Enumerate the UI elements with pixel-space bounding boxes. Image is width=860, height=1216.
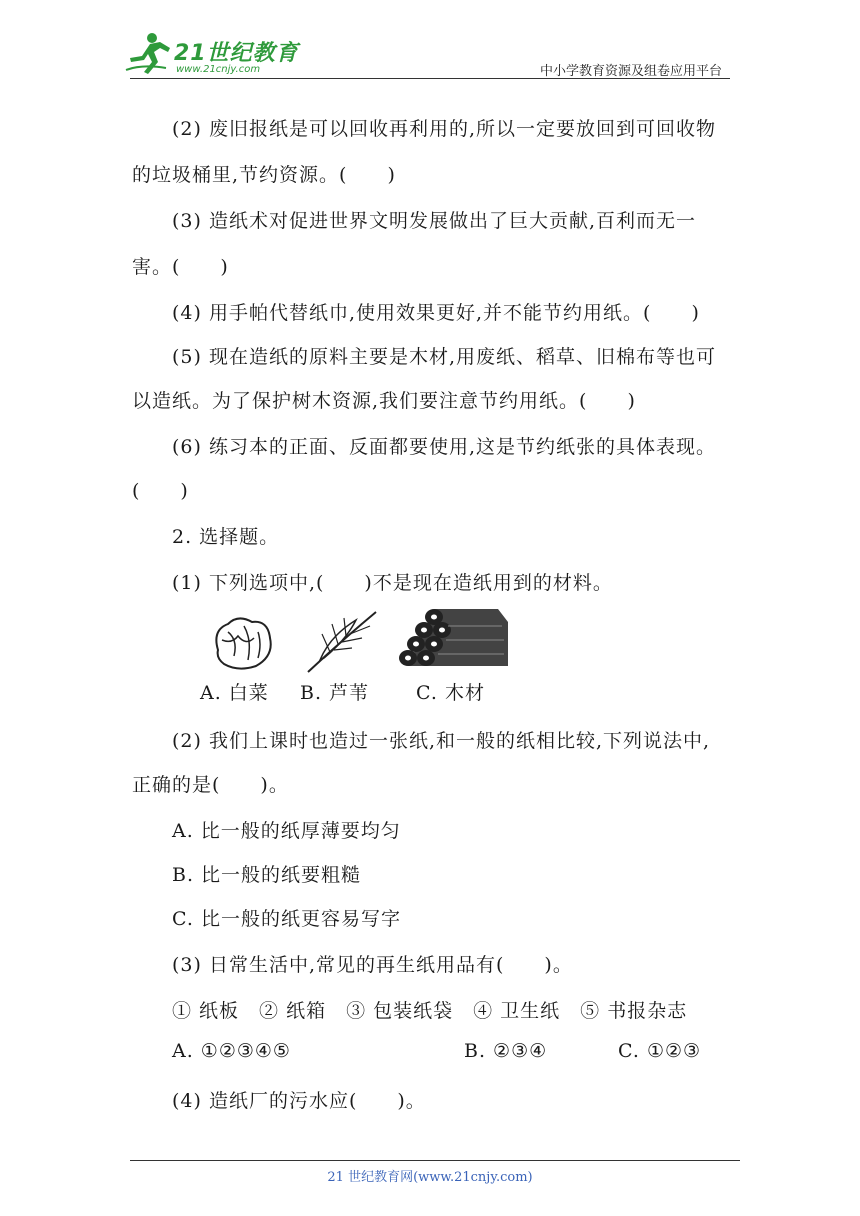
page-header: [0, 0, 860, 90]
choice-q2-line1: (2) 我们上课时也造过一张纸,和一般的纸相比较,下列说法中,: [172, 730, 711, 752]
logo-url: www.21cnjy.com: [176, 64, 261, 75]
reed-icon: [300, 606, 380, 676]
platform-name: 中小学教育资源及组卷应用平台: [539, 64, 722, 79]
q2-line1: (2) 废旧报纸是可以回收再利用的,所以一定要放回到可回收物: [172, 118, 716, 140]
choice-q2-option-a: A. 比一般的纸厚薄要均匀: [172, 820, 401, 842]
choice-q1: (1) 下列选项中,( )不是现在造纸用到的材料。: [172, 572, 613, 594]
q3-line1: (3) 造纸术对促进世界文明发展做出了巨大贡献,百利而无一: [172, 210, 696, 232]
q5-line2: 以造纸。为了保护树木资源,我们要注意节约用纸。( ): [132, 390, 636, 412]
site-logo[interactable]: [122, 30, 302, 80]
footer-divider: [130, 1160, 740, 1161]
material-images: [200, 606, 520, 716]
q3-line2: 害。( ): [132, 256, 229, 278]
section-2-title: 2. 选择题。: [172, 526, 280, 548]
runner-logo-icon: [122, 30, 174, 76]
option-b-label: B. 芦苇: [300, 682, 370, 704]
choice-q3-option-c: C. ①②③: [618, 1040, 702, 1062]
wood-logs-icon: [398, 608, 510, 670]
logo-text: 21世纪教育: [174, 41, 299, 66]
choice-q2-option-b: B. 比一般的纸要粗糙: [172, 864, 362, 886]
choice-q3-option-a: A. ①②③④⑤: [172, 1040, 291, 1062]
choice-q2-line2: 正确的是( )。: [132, 774, 289, 796]
choice-q3-items: ① 纸板 ② 纸箱 ③ 包装纸袋 ④ 卫生纸 ⑤ 书报杂志: [172, 1000, 688, 1022]
q2-line2: 的垃圾桶里,节约资源。( ): [132, 164, 396, 186]
option-c-label: C. 木材: [416, 682, 485, 704]
choice-q2-option-c: C. 比一般的纸更容易写字: [172, 908, 401, 930]
header-divider: [130, 78, 730, 79]
option-a-label: A. 白菜: [200, 682, 269, 704]
choice-q3: (3) 日常生活中,常见的再生纸用品有( )。: [172, 954, 573, 976]
q4-line1: (4) 用手帕代替纸巾,使用效果更好,并不能节约用纸。( ): [172, 302, 700, 324]
q5-line1: (5) 现在造纸的原料主要是木材,用废纸、稻草、旧棉布等也可: [172, 346, 716, 368]
q6-line2: ( ): [132, 480, 189, 502]
footer-text[interactable]: 21 世纪教育网(www.21cnjy.com): [327, 1170, 533, 1185]
choice-q3-option-b: B. ②③④: [464, 1040, 548, 1062]
q6-line1: (6) 练习本的正面、反面都要使用,这是节约纸张的具体表现。: [172, 436, 716, 458]
choice-q4: (4) 造纸厂的污水应( )。: [172, 1090, 426, 1112]
cabbage-icon: [208, 610, 278, 674]
